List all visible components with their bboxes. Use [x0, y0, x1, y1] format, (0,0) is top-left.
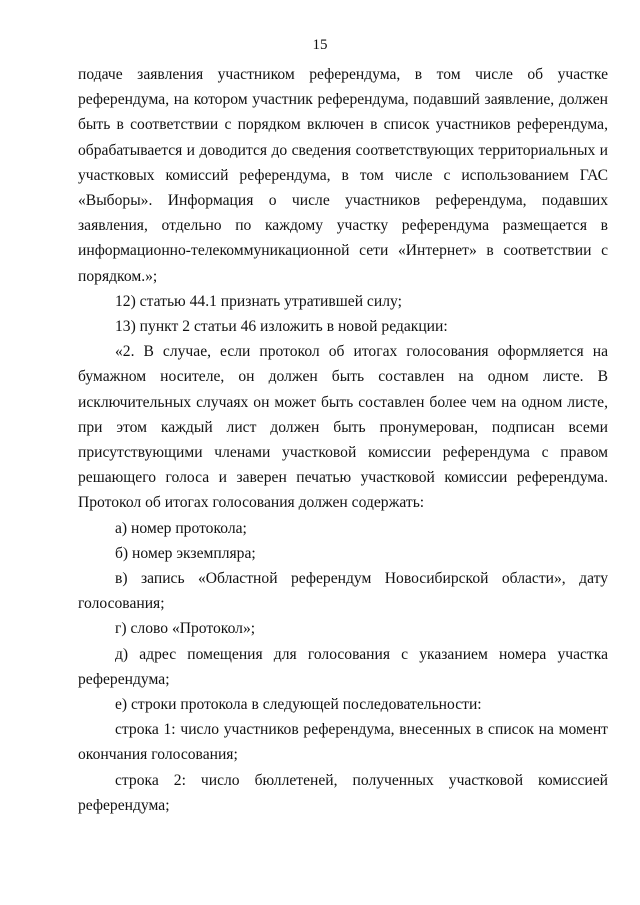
paragraph-continuation: подаче заявления участником референдума, в том числе об участке референдума, на котором участник референдума, подавший заявление, должен быть в соответствии с порядком включен в список участников референдума, обрабатывается и доводится до сведения соответствующих территориальных и участковых комиссий референдума, в том числе с использованием ГАС «Выборы». Информация о числе участников референдума, подавших заявления, отдельно по каждому участку референдума размещается в информационно-телекоммуникационной сети «Интернет» в соответствии с порядком.»; [78, 66, 608, 285]
paragraph-item-13: 13) пункт 2 статьи 46 изложить в новой редакции: [115, 318, 448, 336]
protocol-line-2: строка 2: число бюллетеней, полученных участковой комиссией референдума; [78, 771, 608, 814]
protocol-line-1: строка 1: число участников референдума, внесенных в список на момент окончания голосования; [78, 721, 608, 764]
document-body [78, 62, 608, 818]
list-item-d: д) адрес помещения для голосования с указанием номера участка референдума; [78, 645, 608, 688]
list-item-b: б) номер экземпляра; [115, 544, 256, 562]
paragraph-item-12: 12) статью 44.1 признать утратившей силу; [115, 292, 402, 310]
list-item-v: в) запись «Областной референдум Новосибирской области», дату голосования; [78, 570, 608, 613]
list-item-a: а) номер протокола; [115, 519, 247, 537]
list-item-g: г) слово «Протокол»; [115, 620, 256, 638]
page-number: 15 [312, 37, 328, 53]
list-item-e: е) строки протокола в следующей последовательности: [115, 696, 482, 714]
paragraph-clause-2: «2. В случае, если протокол об итогах голосования оформляется на бумажном носителе, он должен быть составлен на одном листе. В исключительных случаях он может быть составлен более чем на одном листе, при этом каждый лист должен быть пронумерован, подписан всеми присутствующими членами участковой комиссии референдума с правом решающего голоса и заверен печатью участковой комиссии референдума. Протокол об итогах голосования должен содержать: [78, 343, 608, 512]
